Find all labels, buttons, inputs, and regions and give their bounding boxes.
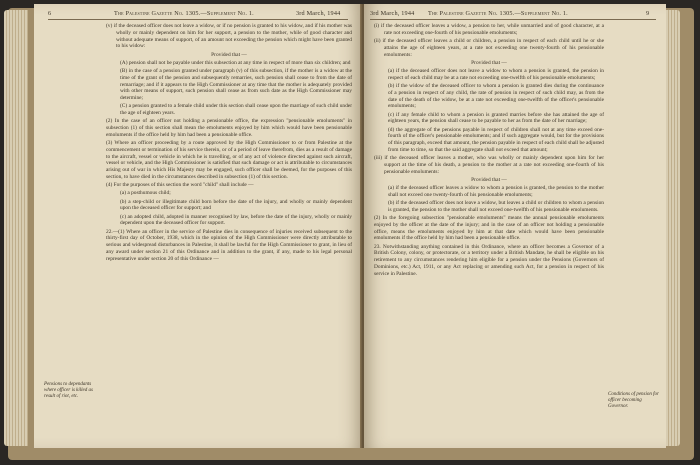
left-para-A: (A) pension shall not be payable under this subsection at any time in respect of more than six children; and bbox=[120, 59, 351, 66]
left-header-title: The Palestine Gazette No. 1305.—Supplement No. 1. bbox=[114, 10, 254, 17]
left-margin-note: Pensions to dependants where officer is killed as result of riot, etc. bbox=[44, 382, 93, 400]
right-header-rule bbox=[370, 19, 656, 20]
left-header-date: 3rd March, 1944 bbox=[296, 10, 341, 17]
left-section-22: 22.—(1) Where an officer in the service of Palestine dies in consequence of injuries received subsequent to the thirty-first day of October, 1938, which in the opinion of the High Commissioner were directly attributable to serious and widespread disturbances in Palestine, it shall be lawful for the High Commissioner to grant, in lieu of any award under section 21 of this Ordinance and in addition to the grant, if any, made to his legal personal representative under section 20 of this Ordinance — bbox=[106, 228, 352, 262]
right-para-c: (c) if any female child to whom a pension is granted marries before she has attained the age of eighteen years, the pension shall cease to be payable to her as from the date of her marriage; bbox=[388, 111, 604, 125]
left-header-rule bbox=[48, 19, 348, 20]
right-para-iii: (iii) if the deceased officer leaves a mother, who was wholly or mainly dependent upon him for her support at the time of his death, a pension to the mother at a rate not exceeding one-fourth of his pensionable emoluments: bbox=[374, 155, 604, 175]
right-proviso-2: Provided that — bbox=[471, 176, 507, 183]
right-para-i: (i) if the deceased officer leaves a widow, a pension to her, while unmarried and of good character, at a rate not exceeding one-fourth of his pensionable emoluments; bbox=[374, 23, 604, 36]
right-header-title: The Palestine Gazette No. 1305.—Supplement No. 1. bbox=[428, 10, 568, 17]
right-page bbox=[364, 4, 666, 448]
right-section-23: 23. Notwithstanding anything contained in this Ordinance, where an officer becomes a Governor of a British Colony, colony, or protectorate, or a territory under a British Mandate, he shall be eligible on his retirement to any circumstances rendering him eligible for a pension under the Pensions (Governors of Dominions, etc.) Act, 1911, or any Act replacing or amending such Act, for a pension in respect of his service in Palestine. bbox=[374, 243, 604, 277]
right-para-ii: (ii) if the deceased officer leaves a child or children, a pension in respect of each child until he or she attains the age of eighteen years, at a rate not exceeding one twenty-fourth of his pensionable emoluments: bbox=[374, 37, 604, 58]
left-text-column bbox=[106, 23, 352, 264]
right-para-2: (2) In the foregoing subsection "pensionable emoluments" means the annual pensionable emoluments enjoyed by the officer at the date of the injury; and in the case of an officer not holding a pensionable office, means the emoluments enjoyed by him at that date which would have been pensionable emoluments if the office held by him had been a pensionable office. bbox=[374, 215, 604, 242]
right-para-d: (d) the aggregate of the pensions payable in respect of children shall not at any time exceed one-fourth of the officer's pensionable emoluments; and if such aggregate would, but for the provisions of this paragraph, exceed that amount, the pension payable in respect of each child shall be adjusted from time to time, so that the said aggregate shall not exceed that amount; bbox=[388, 126, 604, 153]
right-margin-note: Conditions of pension for officer becoming Governor. bbox=[608, 392, 659, 410]
right-text-column bbox=[374, 23, 604, 279]
right-proviso-1: Provided that — bbox=[471, 59, 507, 66]
left-para-4a: (a) a posthumous child; bbox=[120, 190, 171, 197]
right-para-iii-b: (b) if the deceased officer does not leave a widow, but leaves a child or children to whom a pension is granted, the pension to the mother shall not exceed one-twelfth of his pensionable emoluments. bbox=[388, 200, 604, 213]
left-para-3: (3) Where an officer proceeding by a route approved by the High Commissioner to or from Palestine at the commencement or termination of his service therein, or of a period of leave therefrom, dies as a result of damage to the aircraft, vessel or vehicle in which he is travelling, or of any act of violence directed against such aircraft, vessel or vehicle, and the High Commissioner is satisfied that such damage or act is attributable to circumstances arising out of war in which His Majesty may be engaged, such officer shall be deemed, for the purposes of this section, to have died in the circumstances described in subsection (1) of this section. bbox=[106, 140, 352, 181]
right-para-a: (a) if the deceased officer does not leave a widow to whom a pension is granted, the pension in respect of each child may be at a rate not exceeding one-twelfth of his pensionable emoluments; bbox=[388, 67, 604, 81]
left-para-4b: (b) a step-child or illegitimate child born before the date of the injury, and wholly or mainly dependent upon the deceased officer for support; and bbox=[120, 198, 352, 212]
left-para-4c: (c) an adopted child, adopted in manner recognised by law, before the date of the injury, wholly or mainly dependent upon the deceased officer for support. bbox=[120, 213, 352, 227]
left-para-4: (4) For the purposes of this section the word "child" shall include — bbox=[106, 182, 254, 189]
right-page-number: 9 bbox=[646, 10, 650, 17]
left-para-2: (2) In the case of an officer not holding a pensionable office, the expression "pensionable emoluments" in subsection (1) of this section shall mean the emoluments enjoyed by him which would have been pensionable emoluments if the office held by him had been a pensionable office. bbox=[106, 118, 352, 138]
left-page-edges bbox=[4, 10, 28, 446]
left-para-C: (C) a pension granted to a female child under this section shall cease upon the marriage of such child under the age of eighteen years. bbox=[120, 103, 352, 117]
right-header-date: 3rd March, 1944 bbox=[370, 10, 415, 17]
left-page-number: 6 bbox=[48, 10, 52, 17]
left-page bbox=[34, 4, 362, 448]
left-para-B: (B) in the case of a pension granted under paragraph (v) of this subsection, if the mother is a widow at the time of the grant of the pension and subsequently remarries, such pension shall cease to from the date of remarriage; and if it appears to the High Commissioner at any time that the mother is adequately provided with other means of support, such pension shall cease as from such date as the High Commissioner may determine; bbox=[120, 67, 352, 102]
right-para-b: (b) if the widow of the deceased officer to whom a pension is granted dies during the continuance of a pension in respect of any child, the rate of pension in respect of such child may, as from the date of the death of the widow, be at a rate not exceeding one-twelfth of the officer's pensionable emoluments; bbox=[388, 82, 604, 110]
left-proviso: Provided that — bbox=[211, 51, 247, 58]
right-para-iii-a: (a) if the deceased officer leaves a widow to whom a pension is granted, the pension to the mother shall not exceed one twenty-fourth of his pensionable emoluments; bbox=[388, 185, 604, 198]
left-para-v: (v) if the deceased officer does not leave a widow, or if no pension is granted to his widow, and if his mother was wholly or mainly dependent on him for her support, a pension to the mother, while of good character and without adequate means of support, of an amount not exceeding the pension which might have been granted to his widow: bbox=[106, 23, 352, 50]
